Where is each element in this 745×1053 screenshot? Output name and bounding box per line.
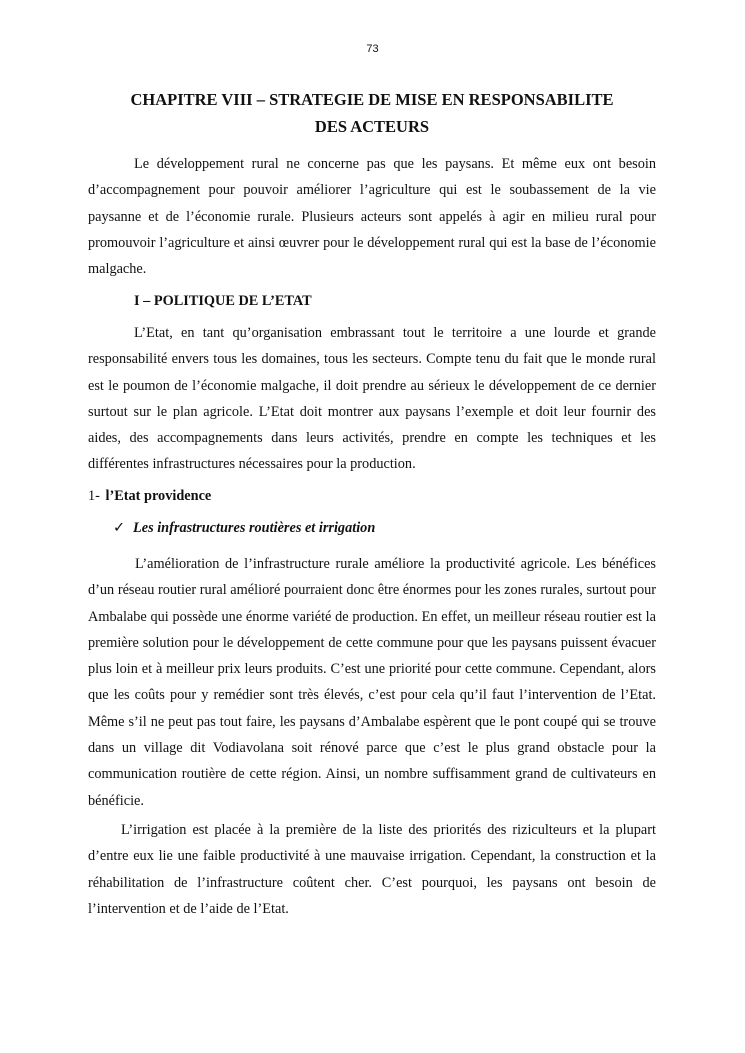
section-heading-politique-etat: I – POLITIQUE DE L’ETAT (134, 293, 312, 309)
page-number: 73 (366, 43, 379, 55)
infrastructure-paragraph: L’amélioration de l’infrastructure rurale améliore la productivité agricole. Les bénéfices d’un réseau routier rural amélioré pourraient donc être énormes pour les zones rurales, surtout pour Ambalabe qui possède une énorme variété de production. En effet, un meilleur réseau routier est la première solution pour le développement de cette commune pour que les paysans puissent évacuer plus loin et à meilleur prix leurs produits. C’est une priorité pour cette commune. Cependant, alors que les coûts pour y remédier sont très élevés, c’est pour cela qu’il faut l’intervention de l’Etat. Même s’il ne peut pas tout faire, les paysans d’Ambalabe espèrent que le pont coupé qui se trouve dans un village dit Vodiavolana soit rénové parce que c’est le plus grand obstacle pour la communication routière de cette région. Ainsi, un nombre suffisamment grand de cultivateurs en bénéficie. (88, 556, 656, 809)
chapter-title-line-1: CHAPITRE VIII – STRATEGIE DE MISE EN RESPONSABILITE (130, 90, 614, 109)
chapter-title (88, 86, 656, 140)
chapter-title-line-2: DES ACTEURS (314, 117, 430, 136)
subsection-title: l’Etat providence (105, 488, 212, 504)
irrigation-paragraph: L’irrigation est placée à la première de la liste des priorités des riziculteurs et la plupart d’entre eux lie une faible productivité à une mauvaise irrigation. Cependant, la construction et la réhabilitation de l’infrastructure coûtent cher. C’est pourquoi, les paysans ont besoin de l’intervention et de l’aide de l’Etat. (88, 822, 656, 917)
bullet-title: Les infrastructures routières et irrigation (132, 520, 376, 536)
intro-paragraph: Le développement rural ne concerne pas que les paysans. Et même eux ont besoin d’accompagnement pour pouvoir améliorer l’agriculture qui est le soubassement de la vie paysanne et de l’économie rurale. Plusieurs acteurs sont appelés à agir en milieu rural pour promouvoir l’agriculture et ainsi œuvrer pour le développement rural qui est la base de l’économie malgache. (88, 156, 656, 278)
section-paragraph-politique-etat: L’Etat, en tant qu’organisation embrassant tout le territoire a une lourde et grande responsabilité envers tous les domaines, tous les secteurs. Compte tenu du fait que le monde rural est le poumon de l’économie malgache, il doit prendre au sérieux le développement de ce dernier surtout sur le plan agricole. L’Etat doit montrer aux paysans l’exemple et doit leur fournir des aides, des accompagnements dans leurs activités, prendre en compte les techniques et les différentes infrastructures nécessaires pour la production. (88, 325, 656, 473)
subsection-heading (88, 488, 211, 505)
subsection-number: 1- (88, 488, 100, 504)
checkmark-icon: ✓ (113, 520, 125, 536)
bullet-heading (113, 520, 375, 537)
